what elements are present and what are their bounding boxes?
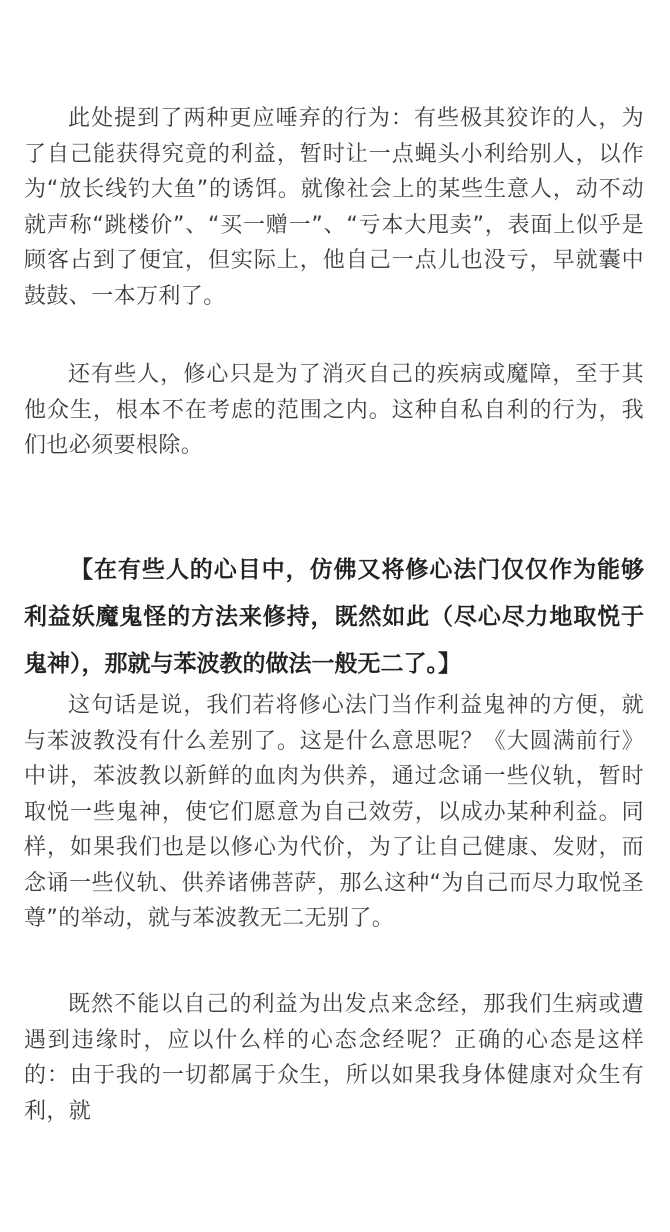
paragraph-3: 这句话是说，我们若将修心法门当作利益鬼神的方便，就与苯波教没有什么差别了。这是什么意思呢？《大圆满前行》中讲，苯波教以新鲜的血肉为供养，通过念诵一些仪轨，暂时取悦一些鬼神，使它们愿意为自己效劳，以成办某种利益。同样，如果我们也是以修心为代价，为了让自己健康、发财，而念诵一些仪轨、供养诸佛菩萨，那么这种“为自己而尽力取悦圣尊”的举动，就与苯波教无二无别了。	[24, 693, 644, 931]
paragraph-4: 既然不能以自己的利益为出发点来念经，那我们生病或遭遇到违缘时，应以什么样的心态念经呢？正确的心态是这样的：由于我的一切都属于众生，所以如果我身体健康对众生有利，就	[24, 992, 644, 1124]
quoted-verse: 【在有些人的心目中，仿佛又将修心法门仅仅作为能够利益妖魔鬼怪的方法来修持，既然如此（尽心尽力地取悦于鬼神），那就与苯波教的做法一般无二了。】	[24, 556, 644, 677]
paragraph-1: 此处提到了两种更应唾弃的行为：有些极其狡诈的人，为了自己能获得究竟的利益，暂时让一点蝇头小利给别人，以作为“放长线钓大鱼”的诱饵。就像社会上的某些生意人，动不动就声称“跳楼价”、“买一赠一”、“亏本大甩卖”，表面上似乎是顾客占到了便宜，但实际上，他自己一点儿也没亏，早就囊中鼓鼓、一本万利了。	[24, 106, 644, 309]
paragraph-2: 还有些人，修心只是为了消灭自己的疾病或魔障，至于其他众生，根本不在考虑的范围之内。这种自私自利的行为，我们也必须要根除。	[24, 362, 644, 458]
